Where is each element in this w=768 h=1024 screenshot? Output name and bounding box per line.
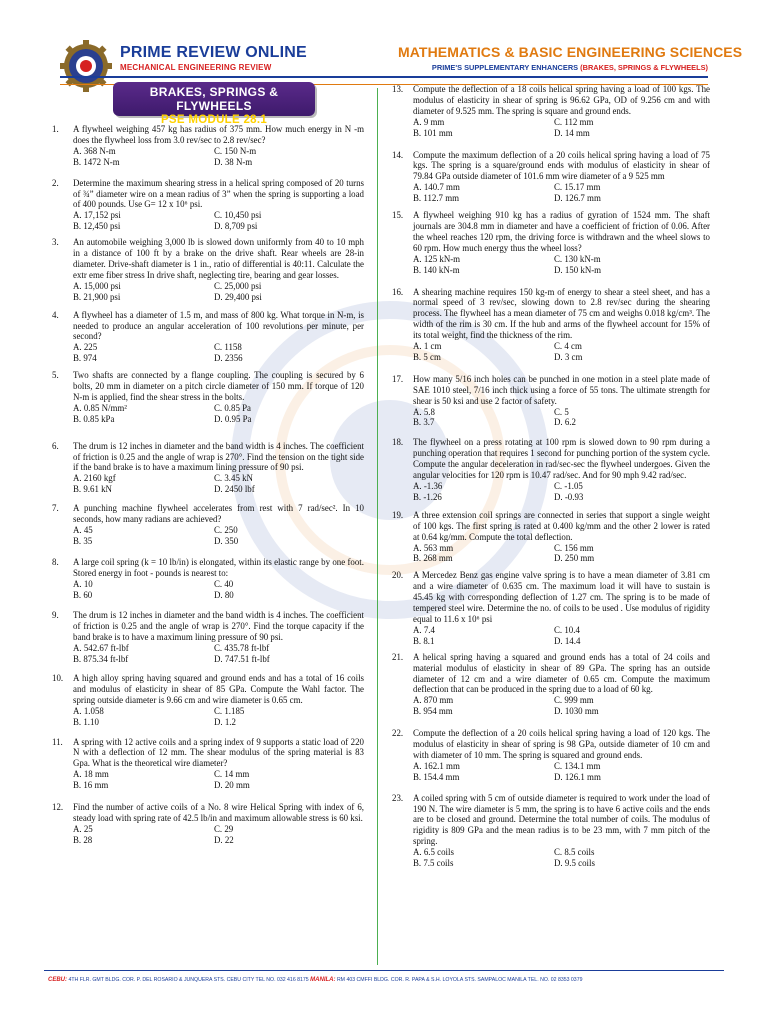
question-number: 20.	[392, 570, 404, 581]
answer-choice: C. 10,450 psi	[214, 210, 262, 221]
question-text: Determine the maximum shearing stress in a helical spring composed of 20 turns of ¾” diameter wire on a mean radius of 3” when the spring is supporting a load of 400 pounds. Use G= 12 x 10⁶ psi.	[73, 177, 364, 210]
question-text: Two shafts are connected by a flange coupling. The coupling is secured by 6 bolts, 20 mm in diameter on a pitch circle diameter of 150 mm. If torque of 120 N-m is applied, find the shear stress in the bolts.	[73, 370, 364, 402]
answer-choice: D. 9.5 coils	[554, 858, 595, 869]
answer-choice: A. 870 mm	[413, 695, 454, 706]
answer-choice: B. 1.10	[73, 716, 99, 727]
answer-choices	[73, 643, 364, 665]
answer-choice: B. 268 mm	[413, 553, 453, 564]
question-item	[392, 510, 710, 565]
answer-choice: C. 5	[554, 406, 569, 417]
answer-choices	[413, 543, 710, 565]
question-text: Find the number of active coils of a No. 8 wire Helical Spring with index of 6, steady load with spring rate of 42.5 lb/in and maximum allowable stress is 60 ksi.	[73, 802, 364, 823]
answer-choices	[413, 254, 710, 276]
answer-choices	[73, 146, 364, 168]
question-number: 13.	[392, 84, 404, 94]
module-banner	[113, 82, 315, 126]
answer-choice: A. 9 mm	[413, 116, 445, 127]
answer-choice: A. 162.1 mm	[413, 760, 460, 771]
question-text: A helical spring having a squared and ground ends has a total of 24 coils and material modulus of elasticity in shear of 89 GPa. The spring has an outside diameter of 12 cm and a wire diameter of 0.65 cm. Compute the maximum deflection that can be produced in the spring due to a load of 60 kg.	[413, 651, 710, 695]
question-body	[413, 287, 710, 363]
footer	[48, 977, 728, 983]
gear-logo	[58, 38, 114, 94]
answer-choice: D. 2356	[214, 353, 243, 364]
question-item	[52, 310, 364, 365]
question-body	[73, 557, 364, 601]
answer-choice: C. -1.05	[554, 481, 583, 491]
question-item	[52, 802, 364, 846]
answer-choice: B. 16 mm	[73, 780, 109, 791]
answer-choices	[413, 182, 710, 204]
answer-choice: B. 9.61 kN	[73, 484, 112, 495]
answer-choices	[413, 695, 710, 717]
answer-choice: C. 0.85 Pa	[214, 402, 251, 413]
answer-choice: D. 350	[214, 535, 239, 546]
question-body	[413, 84, 710, 139]
question-item	[392, 437, 710, 502]
answer-choice: B. 35	[73, 535, 93, 546]
question-number: 2.	[52, 177, 59, 188]
answer-choice: C. 10.4	[554, 624, 580, 635]
answer-choice: A. 15,000 psi	[73, 280, 121, 291]
question-text: A flywheel has a diameter of 1.5 m, and mass of 800 kg. What torque in N-m, is needed to produce an angular acceleration of 100 revolutions per minute, per second?	[73, 309, 364, 342]
column-divider	[377, 88, 378, 965]
answer-choice: A. 6.5 coils	[413, 847, 454, 858]
question-number: 9.	[52, 610, 59, 621]
question-text: A spring with 12 active coils and a spring index of 9 supports a static load of 220 N with a deflection of 12 mm. The shear modulus of the spring material is 83 Gpa. What is the theoretical wire diameter?	[73, 736, 364, 769]
question-number: 8.	[52, 556, 59, 567]
question-item	[392, 570, 710, 646]
answer-choice: D. 126.7 mm	[554, 193, 601, 204]
question-item	[392, 728, 710, 783]
question-item	[52, 503, 364, 547]
answer-choice: B. 1472 N-m	[73, 156, 120, 167]
answer-choice: C. 134.1 mm	[554, 760, 601, 771]
footer-cebu-label: CEBU:	[48, 977, 67, 983]
footer-manila-label: MANILA:	[310, 977, 336, 983]
answer-choice: C. 156 mm	[554, 542, 594, 553]
answer-choice: B. 954 mm	[413, 706, 453, 717]
answer-choice: D. 80	[214, 589, 234, 600]
answer-choice: A. 368 N-m	[73, 145, 116, 156]
banner-title: BRAKES, SPRINGS & FLYWHEELS	[149, 85, 279, 113]
question-body	[73, 610, 364, 665]
answer-choice: A. -1.36	[413, 481, 443, 491]
question-body	[73, 503, 364, 547]
answer-choice: D. 1.2	[214, 716, 236, 727]
subject-topic: (BRAKES, SPRINGS & FLYWHEELS)	[580, 63, 708, 72]
answer-choice: A. 17,152 psi	[73, 210, 121, 221]
question-body	[73, 310, 364, 365]
question-text: A high alloy spring having squared and ground ends and has a total of 16 coils and modulus of elasticity in shear of 85 GPa. Compute the Wahl factor. The spring outside diameter is 9.66 cm and wire diameter is 0.65 cm.	[73, 672, 364, 705]
question-item	[392, 374, 710, 429]
answer-choice: C. 15.17 mm	[554, 182, 601, 193]
answer-choice: B. 140 kN-m	[413, 264, 460, 275]
answer-choice: B. 5 cm	[413, 351, 441, 362]
answer-choice: C. 3.45 kN	[214, 473, 253, 484]
question-item	[392, 150, 710, 205]
answer-choices	[413, 847, 710, 869]
question-number: 3.	[52, 237, 59, 248]
answer-choice: B. 101 mm	[413, 127, 453, 138]
question-body	[73, 802, 364, 846]
answer-choice: C. 8.5 coils	[554, 847, 595, 858]
answer-choice: A. 0.85 N/mm²	[73, 402, 127, 413]
answer-choices	[73, 525, 364, 547]
question-body	[73, 673, 364, 728]
footer-manila-address: RM 403 CMFFI BLDG. COR. R. PAPA & S.H. LOYOLA STS. SAMPALOC MANILA TEL. NO. 02 8353 0379	[336, 977, 583, 983]
banner-module: PSE MODULE 28.1	[160, 114, 268, 126]
answer-choice: B. -1.26	[413, 491, 442, 502]
question-item	[392, 210, 710, 275]
question-number: 14.	[392, 149, 404, 160]
question-body	[413, 437, 710, 502]
question-text: A punching machine flywheel accelerates from rest with 7 rad/sec². In 10 seconds, how many radians are achieved?	[73, 503, 364, 525]
question-text: An automobile weighing 3,000 lb is slowed down uniformly from 40 to 10 mph in a distance of 100 ft by a brake on the drive shaft. Rear wheels are 28-in diameter. Drive-shaft diameter is 1 in., ratio of differential is 40:11. Calculate the extr eme fiber stress In drive shaft, neglecting tire, bearing and gear losses.	[73, 237, 364, 280]
answer-choice: C. 130 kN-m	[554, 253, 601, 264]
answer-choices	[413, 117, 710, 139]
question-number: 11.	[52, 736, 63, 747]
answer-choice: A. 18 mm	[73, 769, 109, 780]
question-number: 19.	[392, 509, 404, 520]
question-text: A large coil spring (k = 10 lb/in) is elongated, within its elastic range by one foot. Stored energy in foot - pounds is nearest to:	[73, 556, 364, 578]
question-number: 1.	[52, 124, 59, 134]
question-item	[52, 124, 364, 168]
question-text: Compute the deflection of a 18 coils helical spring having a load of 100 kgs. The modulus of elasticity in shear of spring is 96.62 GPa, OD of 9.256 cm and with diameter of 9.525 mm. The spring is square and ground ends.	[413, 84, 710, 116]
answer-choice: C. 112 mm	[554, 116, 594, 127]
answer-choice: D. 1030 mm	[554, 706, 599, 717]
answer-choice: A. 10	[73, 578, 93, 589]
answer-choices	[413, 625, 710, 647]
answer-choices	[73, 473, 364, 495]
answer-choice: C. 150 N-m	[214, 145, 257, 156]
answer-choice: B. 3.7	[413, 417, 435, 428]
answer-choices	[73, 342, 364, 364]
answer-choices	[73, 281, 364, 303]
question-number: 21.	[392, 651, 404, 662]
answer-choice: A. 1 cm	[413, 341, 442, 352]
answer-choice: D. 29,400 psi	[214, 291, 262, 302]
question-number: 4.	[52, 309, 59, 320]
answer-choice: A. 225	[73, 342, 98, 353]
answer-choices	[413, 341, 710, 363]
question-body	[73, 370, 364, 425]
question-item	[392, 287, 710, 363]
question-number: 12.	[52, 802, 64, 813]
question-text: The flywheel on a press rotating at 100 rpm is slowed down to 90 rpm during a punching operation that requires 1 second for punching portion of the system cycle. Compute the angular deceleration in rad/sec-sec the flywheel undergoes. Given the angular velocities for 120 rpm is 10.47 rad/sec. And for 90 mph 9.42 rad/sec.	[413, 437, 710, 481]
question-body	[73, 237, 364, 302]
brand-title: PRIME REVIEW ONLINE	[120, 44, 307, 61]
answer-choice: A. 7.4	[413, 624, 435, 635]
footer-cebu-address: 4TH FLR. GMT BLDG. COR. P. DEL ROSARIO & JUNQUERA STS. CEBU CITY TEL NO. 032 416 8175	[68, 977, 309, 983]
question-item	[392, 652, 710, 717]
question-number: 15.	[392, 210, 404, 221]
answer-choice: D. 2450 lbf	[214, 484, 255, 495]
question-text: A coiled spring with 5 cm of outside diameter is required to work under the load of 190 N. The wire diameter is 5 mm, the spring is to have 6 active coils and the ends are to be closed and ground. Determine the total number of coils. The modulus of rigidity is 809 GPa and the mean radius is to be 23 mm, with 7 mm pitch of the spring.	[413, 792, 710, 847]
subject-title: MATHEMATICS & BASIC ENGINEERING SCIENCES	[398, 44, 743, 60]
subject-subtitle	[398, 63, 708, 72]
question-text: A Mercedez Benz gas engine valve spring is to have a mean diameter of 3.81 cm and a wire diameter of 0.635 cm. The maximum load it will have to sustain is 45.45 kg with corresponding deflection of 1.27 cm. The spring is to be made of tempered steel wire. Determine the no. of coils to be used . Use modulus of rigidity equal to 11.6 x 10⁶ psi	[413, 570, 710, 624]
answer-choice: B. 12,450 psi	[73, 221, 121, 232]
answer-choice: D. 747.51 ft-lbf	[214, 654, 270, 665]
question-number: 5.	[52, 370, 59, 381]
question-body	[413, 150, 710, 205]
answer-choice: C. 1158	[214, 342, 242, 353]
answer-choice: C. 4 cm	[554, 341, 582, 352]
question-body	[73, 124, 364, 168]
answer-choice: A. 140.7 mm	[413, 182, 460, 193]
question-body	[413, 510, 710, 565]
question-text: A flywheel weighing 457 kg has radius of 375 mm. How much energy in N -m does the flywheel loss from 3.0 rev/sec to 2.8 rev/sec?	[73, 124, 364, 145]
answer-choice: D. 14.4	[554, 635, 581, 646]
answer-choice: D. 38 N-m	[214, 156, 253, 167]
answer-choice: D. 6.2	[554, 417, 576, 428]
answer-choice: D. 14 mm	[554, 127, 590, 138]
answer-choice: C. 29	[214, 823, 234, 834]
answer-choice: A. 1.058	[73, 705, 104, 716]
answer-choice: B. 875.34 ft-lbf	[73, 654, 129, 665]
left-question-column	[52, 124, 364, 846]
answer-choice: D. 0.95 Pa	[214, 413, 252, 424]
answer-choices	[413, 761, 710, 783]
answer-choice: A. 45	[73, 525, 93, 535]
question-text: Compute the maximum deflection of a 20 coils helical spring having a load of 75 kgs. The spring is a square/ground ends with modulus of elasticity in shear of 79.84 GPa outside diameter of 101.6 mm wire diameter of a 9 525 mm	[413, 149, 710, 182]
question-text: A shearing machine requires 150 kg-m of energy to shear a steel sheet, and has a normal speed of 3 rev/sec, slowing down to 2.8 rev/sec during the shearing process. The flywheel has a mean diameter of 75 cm and weighs 0.018 kg/cm³. The width of the rim is 30 cm. If the hub and arms of the flywheel account for 15% of its total weight, find the thickness of the rim.	[413, 286, 710, 341]
question-item	[52, 557, 364, 601]
question-body	[413, 570, 710, 646]
answer-choice: A. 542.67 ft-lbf	[73, 643, 129, 654]
question-number: 23.	[392, 792, 404, 803]
footer-rule	[44, 970, 724, 971]
answer-choices	[413, 481, 710, 503]
answer-choice: D. 3 cm	[554, 351, 583, 362]
question-item	[52, 237, 364, 302]
answer-choice: B. 7.5 coils	[413, 858, 454, 869]
question-item	[392, 84, 710, 139]
answer-choice: D. -0.93	[554, 491, 584, 502]
question-body	[413, 210, 710, 275]
answer-choice: B. 28	[73, 834, 93, 845]
question-body	[73, 178, 364, 233]
answer-choice: A. 2160 kgf	[73, 473, 116, 484]
question-text: How many 5/16 inch holes can be punched in one motion in a steel plate made of SAE 1010 steel, 7/16 inch thick using a force of 55 tons. The ultimate strength for shear is 50 ksi and use 2 factor of safety.	[413, 373, 710, 406]
question-number: 22.	[392, 728, 404, 739]
answer-choice: C. 435.78 ft-lbf	[214, 643, 270, 654]
header-rule	[60, 76, 708, 78]
answer-choice: C. 999 mm	[554, 695, 594, 706]
subject-series: PRIME'S SUPPLEMENTARY ENHANCERS	[431, 63, 579, 72]
answer-choice: D. 150 kN-m	[554, 264, 602, 275]
question-item	[392, 793, 710, 869]
question-item	[52, 737, 364, 792]
question-text: The drum is 12 inches in diameter and the band width is 4 inches. The coefficient of friction is 0.25 and the angle of wrap is 270°. Find the torque capacity if the band brake is to have a maximum lining pressure of 90 psi.	[73, 610, 364, 643]
answer-choice: A. 563 mm	[413, 542, 454, 553]
answer-choice: D. 126.1 mm	[554, 771, 601, 782]
question-number: 7.	[52, 503, 59, 514]
answer-choice: C. 250	[214, 525, 238, 535]
question-item	[52, 610, 364, 665]
answer-choice: C. 25,000 psi	[214, 280, 262, 291]
answer-choice: B. 21,900 psi	[73, 291, 121, 302]
answer-choice: B. 974	[73, 353, 97, 364]
question-body	[73, 441, 364, 496]
question-number: 6.	[52, 440, 59, 451]
answer-choice: B. 0.85 kPa	[73, 413, 115, 424]
answer-choice: A. 25	[73, 823, 93, 834]
answer-choice: C. 1.185	[214, 705, 245, 716]
answer-choice: A. 5.8	[413, 406, 435, 417]
brand-subtitle: MECHANICAL ENGINEERING REVIEW	[120, 63, 272, 72]
question-body	[73, 737, 364, 792]
right-question-column	[392, 84, 710, 869]
answer-choice: C. 40	[214, 578, 234, 589]
question-item	[52, 673, 364, 728]
question-number: 18.	[392, 437, 404, 448]
question-text: A flywheel weighing 910 kg has a radius of gyration of 1524 mm. The shaft journals are 304.8 mm in diameter and have a coefficient of friction of 0.06. After the wheel reaches 120 rpm, the driving force is withdrawn and the wheel slows to 60 rpm. How much energy thus the wheel loss?	[413, 210, 710, 253]
answer-choice: D. 8,709 psi	[214, 221, 258, 232]
question-body	[413, 374, 710, 429]
question-number: 16.	[392, 286, 404, 297]
answer-choices	[73, 579, 364, 601]
answer-choice: B. 60	[73, 589, 93, 600]
answer-choice: D. 22	[214, 834, 234, 845]
question-text: The drum is 12 inches in diameter and the band width is 4 inches. The coefficient of friction is 0.25 and the angle of wrap is 270°. Find the tension on the tight side if the band brake is to have a maximum lining pressure of 90 psi.	[73, 440, 364, 473]
answer-choice: C. 14 mm	[214, 769, 250, 780]
answer-choice: B. 112.7 mm	[413, 193, 460, 204]
question-body	[413, 728, 710, 783]
answer-choices	[73, 824, 364, 846]
answer-choice: B. 8.1	[413, 635, 435, 646]
question-body	[413, 652, 710, 717]
question-item	[52, 441, 364, 496]
answer-choices	[73, 769, 364, 791]
question-text: Compute the deflection of a 20 coils helical spring having a load of 120 kgs. The modulus of elasticity in shear of spring is 98 GPa, outside diameter of 10 cm and with diameter of 10 mm. The spring is squared and ground ends.	[413, 728, 710, 760]
question-text: A three extension coil springs are connected in series that support a single weight of 100 kgs. The first spring is rated at 0.400 kg/mm and the other 2 lower is rated at 0.64 kg/mm. Compute the total deflection.	[413, 509, 710, 542]
answer-choices	[73, 403, 364, 425]
answer-choice: D. 20 mm	[214, 780, 250, 791]
answer-choices	[73, 210, 364, 232]
answer-choices	[413, 407, 710, 429]
answer-choice: A. 125 kN-m	[413, 253, 461, 264]
question-number: 17.	[392, 373, 404, 384]
question-item	[52, 370, 364, 425]
answer-choice: B. 154.4 mm	[413, 771, 460, 782]
question-body	[413, 793, 710, 869]
answer-choice: D. 250 mm	[554, 553, 595, 564]
question-item	[52, 178, 364, 233]
answer-choices	[73, 706, 364, 728]
question-number: 10.	[52, 672, 64, 683]
